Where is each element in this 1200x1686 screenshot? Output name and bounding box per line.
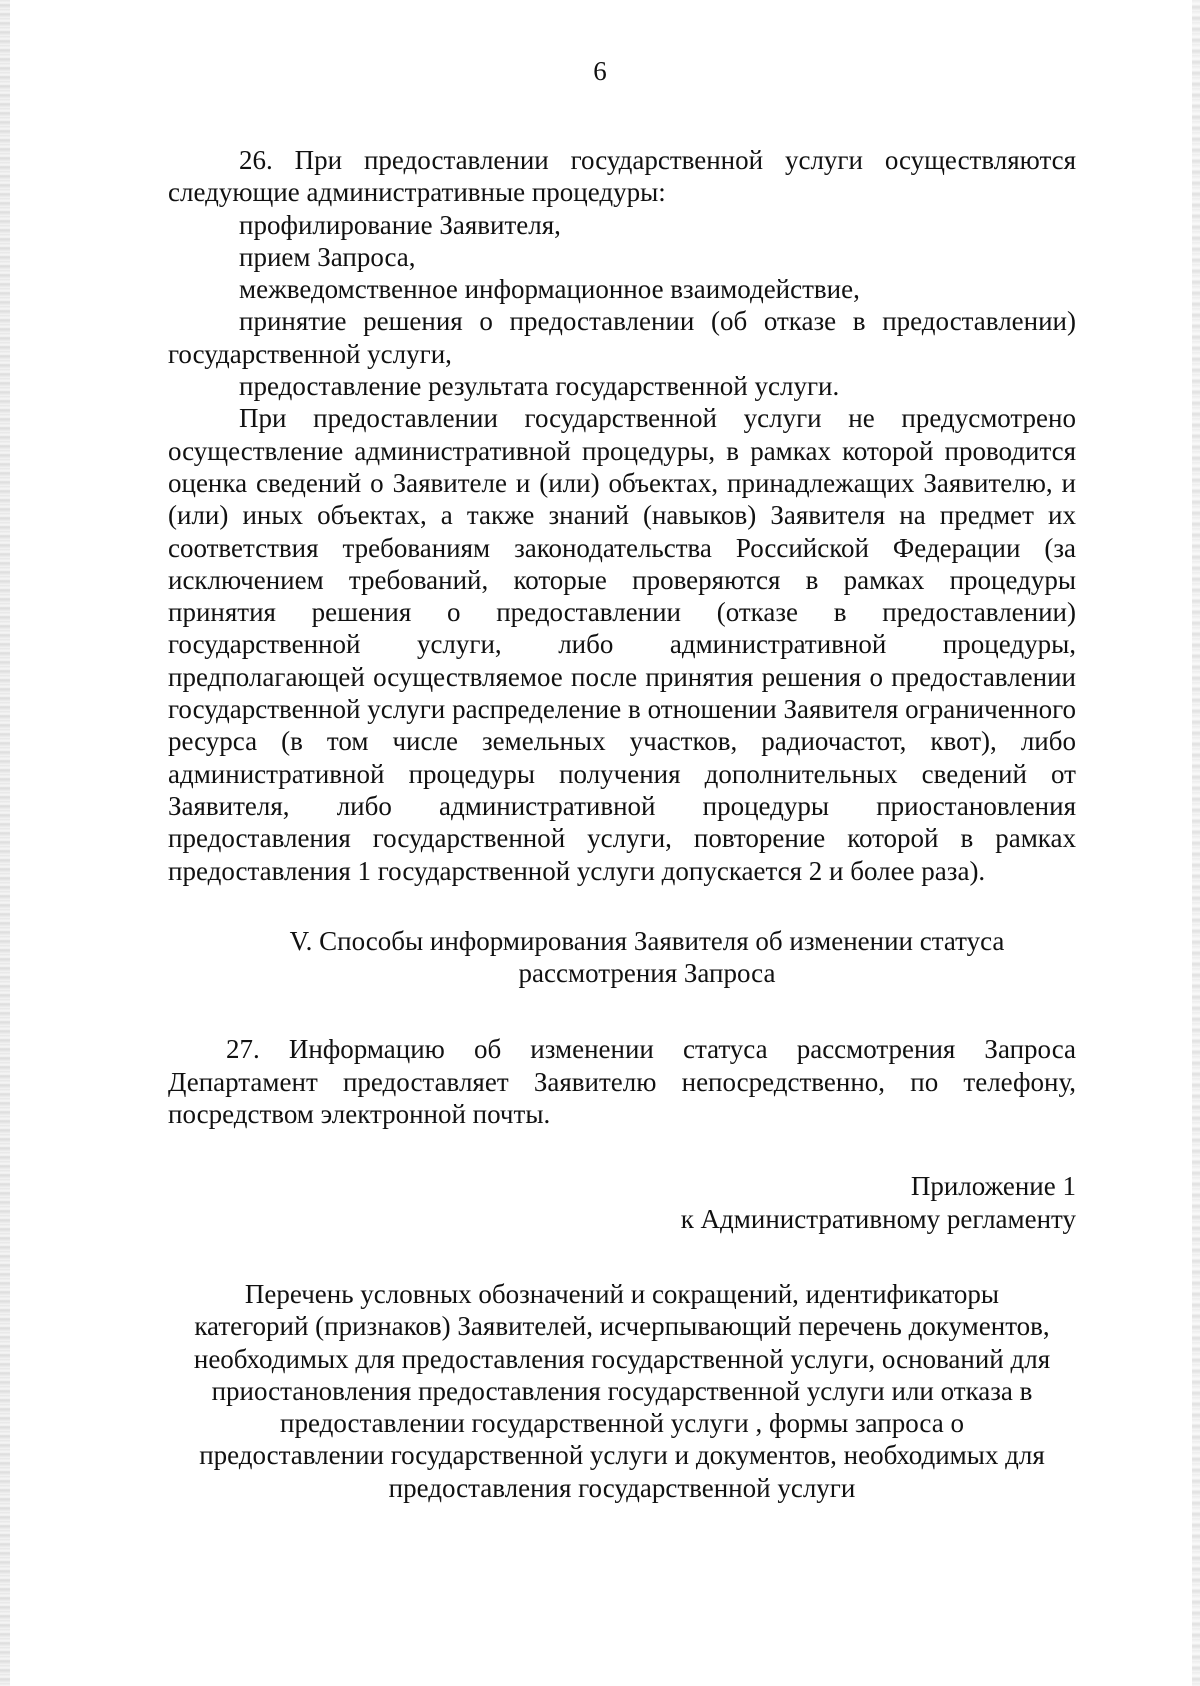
list-title-line: категорий (признаков) Заявителей, исчерпывающий перечень документов, — [194, 1311, 1050, 1342]
list-title-line: приостановления предоставления государственной услуги или отказа в — [211, 1375, 1033, 1406]
appendix-label: Приложение 1 — [910, 1171, 1076, 1202]
procedure-item: предоставление результата государственной услуги. — [239, 371, 840, 402]
procedure-item: прием Запроса, — [239, 241, 416, 272]
procedure-item: принятие решения о предоставлении (об отказе в предоставлении) государственной услуги, — [168, 306, 1076, 369]
procedure-item: межведомственное информационное взаимодействие, — [239, 274, 860, 305]
paragraph-26-intro: 26. При предоставлении государственной услуги осуществляются следующие административные процедуры: — [168, 145, 1076, 208]
scan-edge-left — [0, 0, 10, 1686]
page-number: 6 — [593, 56, 607, 86]
appendix-header — [168, 1170, 1076, 1235]
paragraph-27: 27. Информацию об изменении статуса рассмотрения Запроса Департамент предоставляет Заявителю непосредственно, по телефону, посредством электронной почты. — [168, 1034, 1076, 1130]
section-5-heading-line: V. Способы информирования Заявителя об изменении статуса — [289, 925, 1005, 956]
document-body — [168, 144, 1076, 1504]
section-5-heading — [168, 925, 1076, 990]
paragraph-26-note: При предоставлении государственной услуги не предусмотрено осуществление административной процедуры, в рамках которой проводится оценка сведений о Заявителе и (или) объектах, принадлежащих Заявителю, и (или) иных объектах, а также знаний (навыков) Заявителя на предмет их соответствия требованиям законодательства Российской Федерации (за исключением требований, которые проверяются в рамках процедуры принятия решения о предоставлении (отказе в предоставлении) государственной услуги, либо административной процедуры, предполагающей осуществляемое после принятия решения о предоставлении государственной услуги распределение в отношении Заявителя ограниченного ресурса (в том числе земельных участков, радиочастот, квот), либо административной процедуры получения дополнительных сведений от Заявителя, либо административной процедуры приостановления предоставления государственной услуги, повторение которой в рамках предоставления 1 государственной услуги допускается 2 и более раза). — [168, 403, 1076, 886]
appendix-reference: к Административному регламенту — [680, 1203, 1076, 1234]
list-title-line: необходимых для предоставления государственной услуги, оснований для — [193, 1343, 1051, 1374]
list-title-line: предоставлении государственной услуги , формы запроса о — [280, 1408, 964, 1439]
procedure-item: профилирование Заявителя, — [239, 209, 561, 240]
list-title-line: Перечень условных обозначений и сокращений, идентификаторы — [244, 1278, 1000, 1309]
section-5-heading-line: рассмотрения Запроса — [518, 958, 776, 989]
scan-edge-right — [1192, 0, 1200, 1686]
appendix-list-title — [168, 1278, 1076, 1504]
list-title-line: предоставления государственной услуги — [388, 1472, 856, 1503]
list-title-line: предоставлении государственной услуги и документов, необходимых для — [199, 1440, 1045, 1471]
